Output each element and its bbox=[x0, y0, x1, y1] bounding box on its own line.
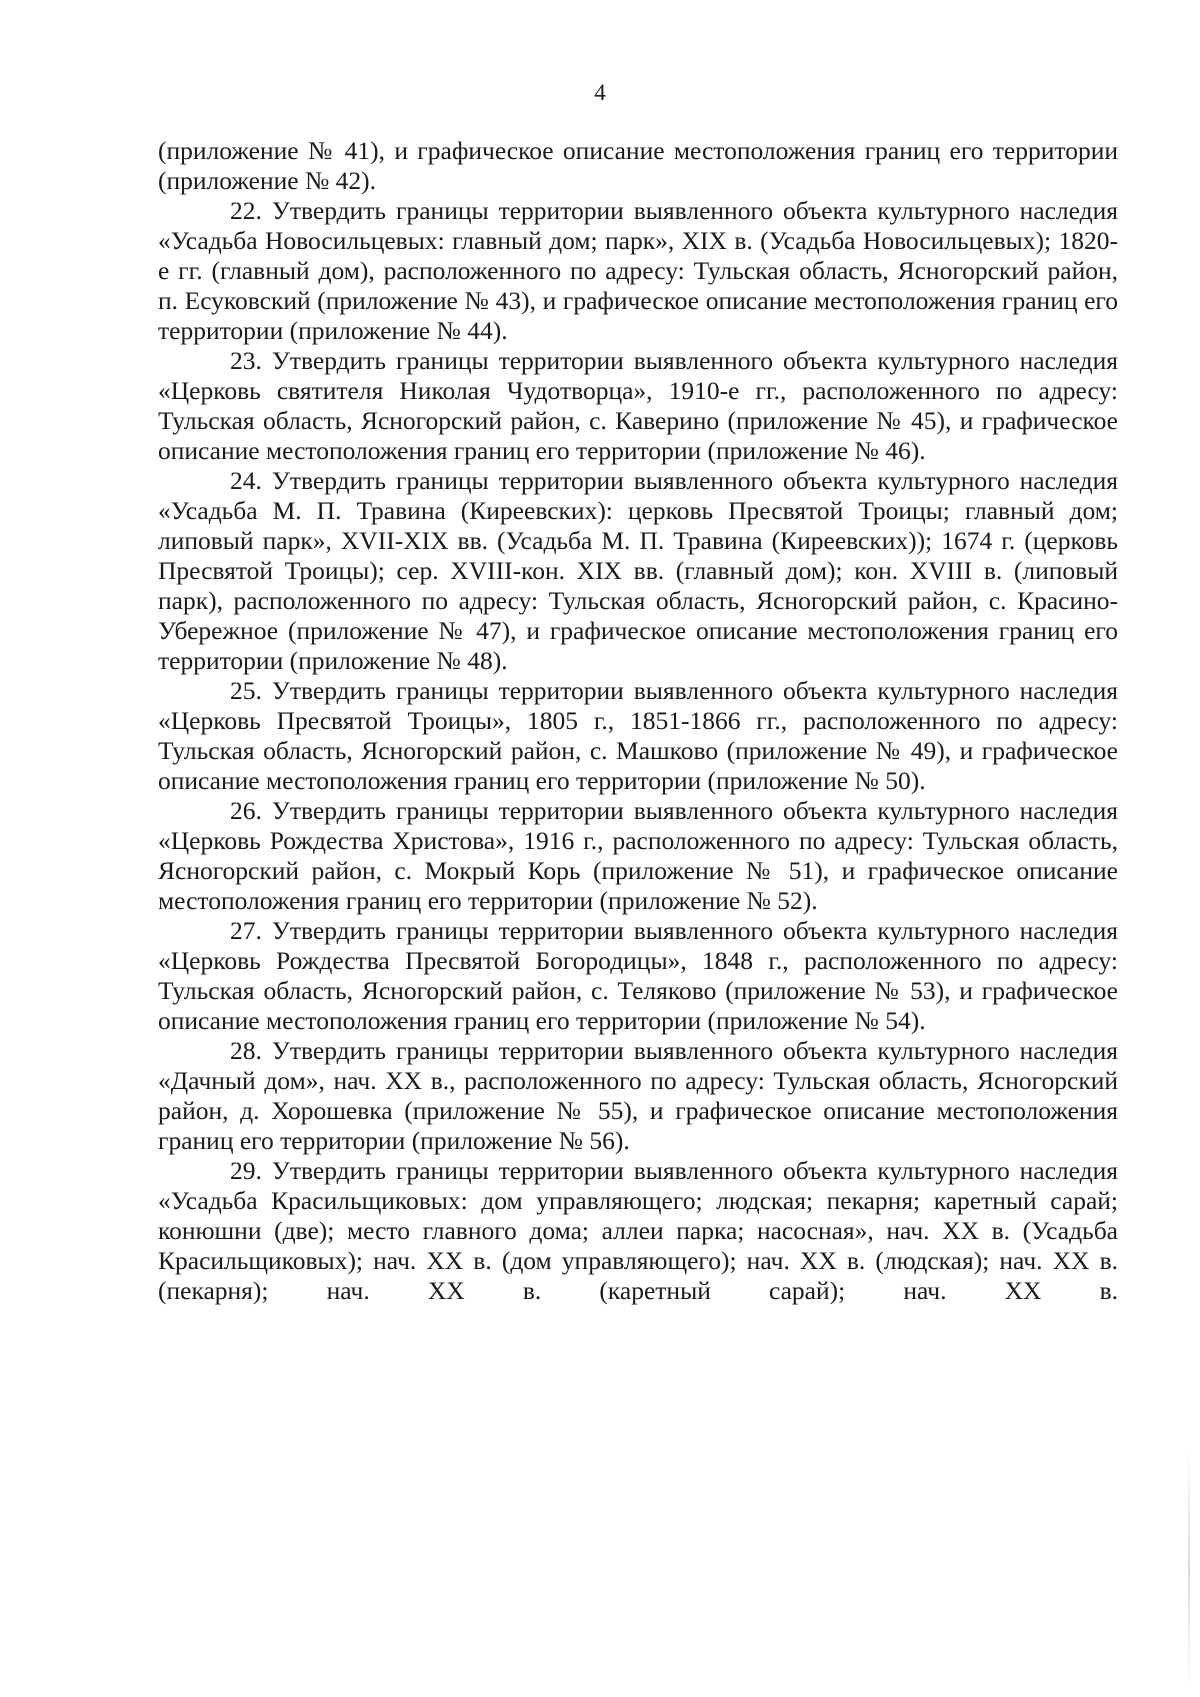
document-body bbox=[158, 136, 1118, 1306]
scan-edge-mark bbox=[1188, 1450, 1190, 1690]
paragraph-item-22: 22. Утвердить границы территории выявленного объекта культурного наследия «Усадьба Новосильцевых: главный дом; парк», XIX в. (Усадьба Новосильцевых); 1820-е гг. (главный дом), расположенного по адресу: Тульская область, Ясногорский район, п. Есуковский (приложение № 43), и графическое описание местоположения границ его территории (приложение № 44). bbox=[158, 196, 1118, 345]
paragraph-item-26: 26. Утвердить границы территории выявленного объекта культурного наследия «Церковь Рождества Христова», 1916 г., расположенного по адресу: Тульская область, Ясногорский район, с. Мокрый Корь (приложение № 51), и графическое описание местоположения границ его территории (приложение № 52). bbox=[158, 796, 1118, 915]
page-number: 4 bbox=[594, 80, 606, 105]
paragraph-item-28: 28. Утвердить границы территории выявленного объекта культурного наследия «Дачный дом», нач. XX в., расположенного по адресу: Тульская область, Ясногорский район, д. Хорошевка (приложение № 55), и графическое описание местоположения границ его территории (приложение № 56). bbox=[158, 1036, 1118, 1155]
paragraph-item-21-continued: (приложение № 41), и графическое описание местоположения границ его территории (приложение № 42). bbox=[158, 136, 1118, 195]
paragraph-item-24: 24. Утвердить границы территории выявленного объекта культурного наследия «Усадьба М. П. Травина (Киреевских): церковь Пресвятой Троицы; главный дом; липовый парк», XVII-XIX вв. (Усадьба М. П. Травина (Киреевских)); 1674 г. (церковь Пресвятой Троицы); сер. XVIII-кон. XIX вв. (главный дом); кон. XVIII в. (липовый парк), расположенного по адресу: Тульская область, Ясногорский район, с. Красино-Убережное (приложение № 47), и графическое описание местоположения границ его территории (приложение № 48). bbox=[158, 466, 1118, 675]
paragraph-item-23: 23. Утвердить границы территории выявленного объекта культурного наследия «Церковь святителя Николая Чудотворца», 1910-е гг., расположенного по адресу: Тульская область, Ясногорский район, с. Каверино (приложение № 45), и графическое описание местоположения границ его территории (приложение № 46). bbox=[158, 346, 1118, 465]
paragraph-item-29: 29. Утвердить границы территории выявленного объекта культурного наследия «Усадьба Красильщиковых: дом управляющего; людская; пекарня; каретный сарай; конюшни (две); место главного дома; аллеи парка; насосная», нач. XX в. (Усадьба Красильщиковых); нач. XX в. (дом управляющего); нач. XX в. (людская); нач. XX в. (пекарня); нач. XX в. (каретный сарай); нач. XX в. bbox=[158, 1156, 1118, 1305]
paragraph-item-27: 27. Утвердить границы территории выявленного объекта культурного наследия «Церковь Рождества Пресвятой Богородицы», 1848 г., расположенного по адресу: Тульская область, Ясногорский район, с. Теляково (приложение № 53), и графическое описание местоположения границ его территории (приложение № 54). bbox=[158, 916, 1118, 1035]
paragraph-item-25: 25. Утвердить границы территории выявленного объекта культурного наследия «Церковь Пресвятой Троицы», 1805 г., 1851-1866 гг., расположенного по адресу: Тульская область, Ясногорский район, с. Машково (приложение № 49), и графическое описание местоположения границ его территории (приложение № 50). bbox=[158, 676, 1118, 795]
